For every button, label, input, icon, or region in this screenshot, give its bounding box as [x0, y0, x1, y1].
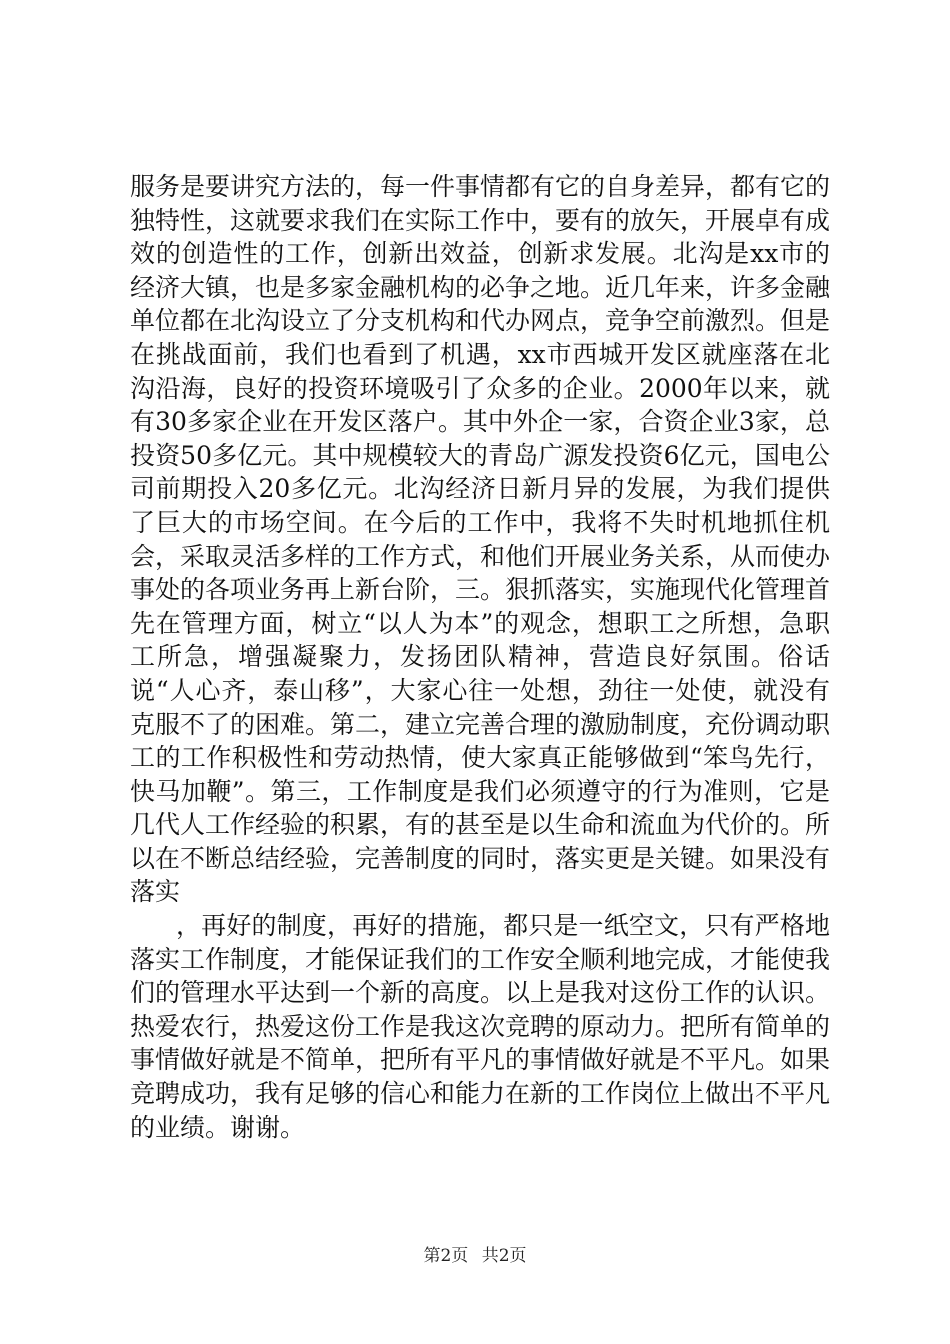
paragraph-2: ，再好的制度，再好的措施，都只是一纸空文，只有严格地落实工作制度，才能保证我们的工作安全顺利地完成，才能使我们的管理水平达到一个新的高度。以上是我对这份工作的认识。热爱农行，热爱这份工作是我这次竞聘的原动力。把所有简单的事情做好就是不简单，把所有平凡的事情做好就是不平凡。如果竞聘成功，我有足够的信心和能力在新的工作岗位上做出不平凡的业绩。谢谢。 — [130, 911, 831, 1142]
page-number-current: 第2页 — [423, 1246, 469, 1266]
paragraph-1: 服务是要讲究方法的，每一件事情都有它的自身差异，都有它的独特性，这就要求我们在实际工作中，要有的放矢，开展卓有成效的创造性的工作，创新出效益，创新求发展。北沟是xx市的经济大镇，也是多家金融机构的必争之地。近几年来，许多金融单位都在北沟设立了分支机构和代办网点，竞争空前激烈。但是在挑战面前，我们也看到了机遇，xx市西城开发区就座落在北沟沿海，良好的投资环境吸引了众多的企业。2000年以来，就有30多家企业在开发区落户。其中外企一家，合资企业3家，总投资50多亿元。其中规模较大的青岛广源发投资6亿元，国电公司前期投入20多亿元。北沟经济日新月异的发展，为我们提供了巨大的市场空间。在今后的工作中，我将不失时机地抓住机会，采取灵活多样的工作方式，和他们开展业务关系，从而使办事处的各项业务再上新台阶，三。狠抓落实，实施现代化管理首先在管理方面，树立“以人为本”的观念，想职工之所想，急职工所急，增强凝聚力，发扬团队精神，营造良好氛围。俗话说“人心齐，泰山移”，大家心往一处想，劲往一处使，就没有克服不了的困难。第二，建立完善合理的激励制度，充份调动职工的工作积极性和劳动热情，使大家真正能够做到“笨鸟先行，快马加鞭”。第三，工作制度是我们必须遵守的行为准则，它是几代人工作经验的积累，有的甚至是以生命和流血为代价的。所以在不断总结经验，完善制度的同时，落实更是关键。如果没有落实 — [130, 172, 831, 907]
document-body — [130, 170, 830, 1144]
page-footer — [0, 1241, 950, 1266]
page-number-total: 共2页 — [481, 1246, 527, 1266]
